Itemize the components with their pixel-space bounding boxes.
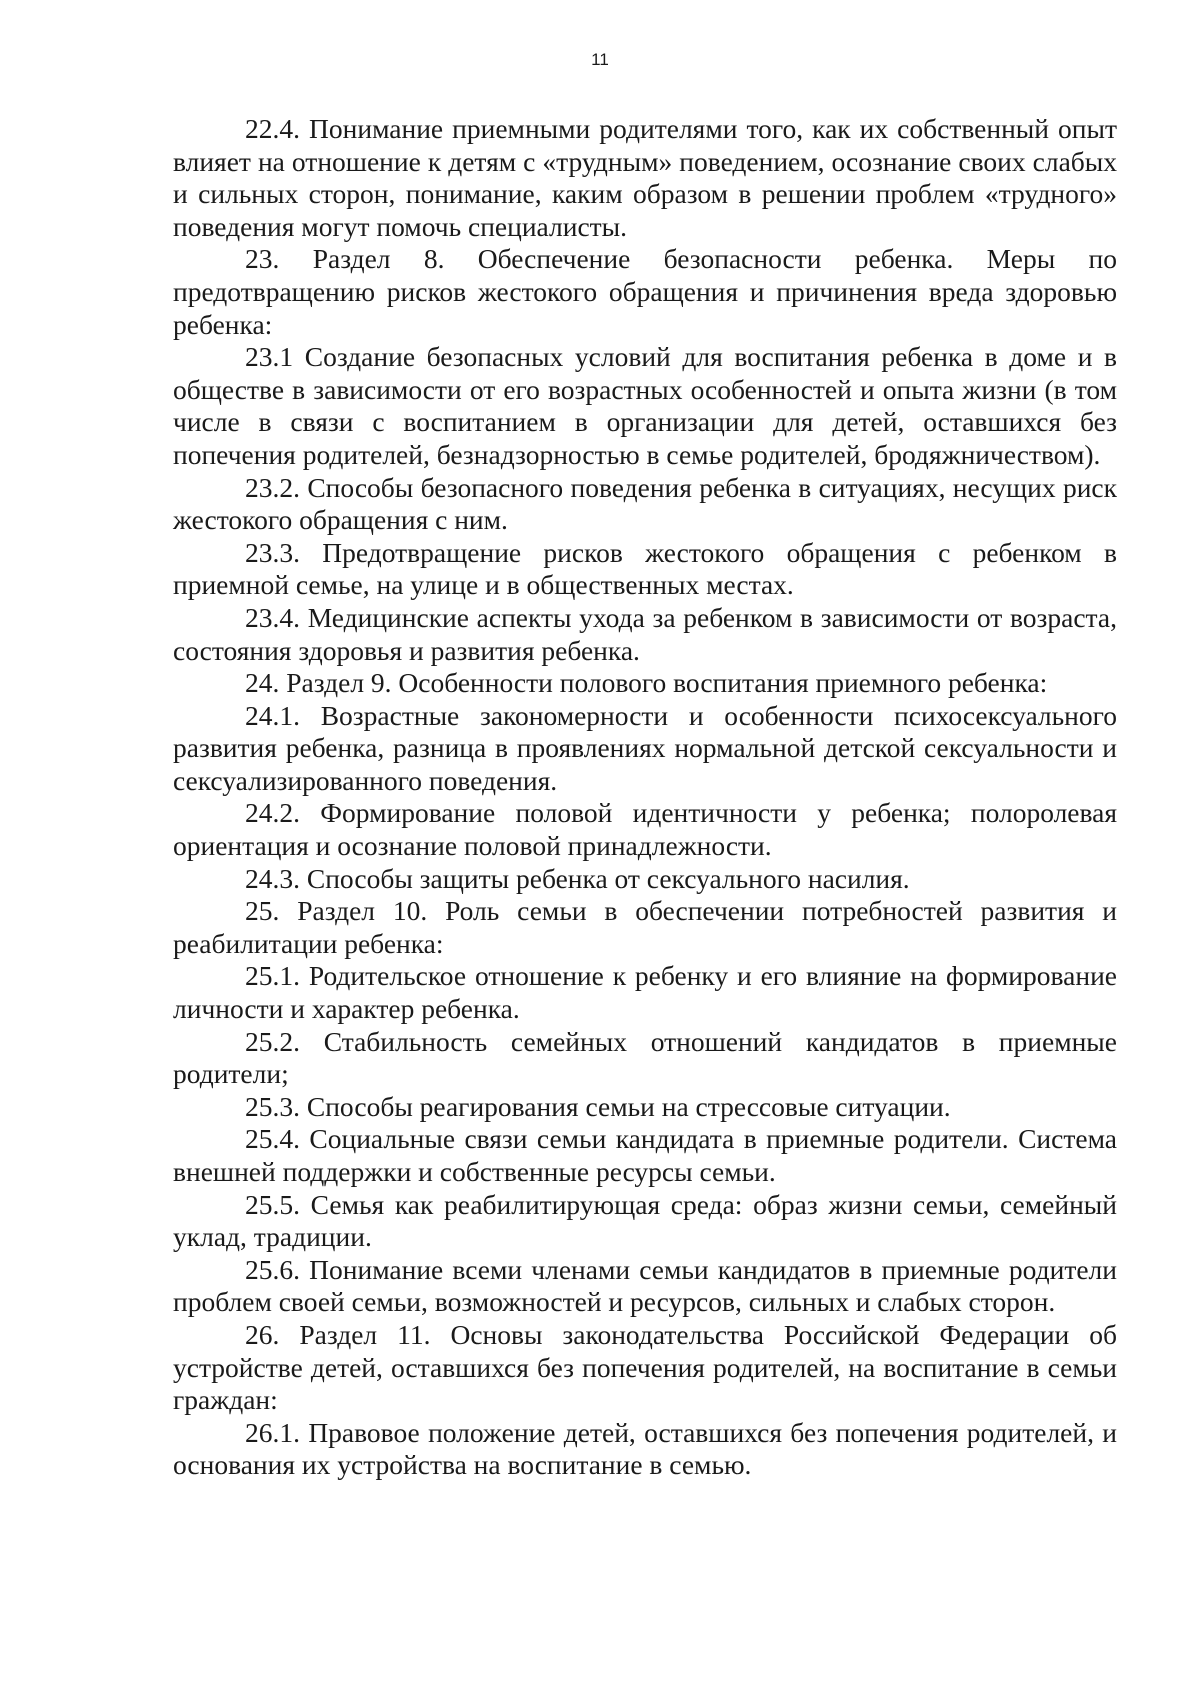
paragraph-26-1: 26.1. Правовое положение детей, оставшихся без попечения родителей, и основания их устройства на воспитание в семью. <box>173 1416 1117 1481</box>
paragraph-23: 23. Раздел 8. Обеспечение безопасности ребенка. Меры по предотвращению рисков жестокого обращения и причинения вреда здоровью ребенка: <box>173 243 1117 340</box>
paragraph-25-1: 25.1. Родительское отношение к ребенку и его влияние на формирование личности и характер ребенка. <box>173 960 1117 1025</box>
paragraph-25-3: 25.3. Способы реагирования семьи на стрессовые ситуации. <box>245 1090 951 1122</box>
paragraph-23-1: 23.1 Создание безопасных условий для воспитания ребенка в доме и в обществе в зависимости от его возрастных особенностей и опыта жизни (в том числе в связи с воспитанием в организации для детей, оставшихся без попечения родителей, безнадзорностью в семье родителей, бродяжничеством). <box>173 341 1117 470</box>
paragraph-23-3: 23.3. Предотвращение рисков жестокого обращения с ребенком в приемной семье, на улице и в общественных местах. <box>173 536 1117 601</box>
paragraph-23-2: 23.2. Способы безопасного поведения ребенка в ситуациях, несущих риск жестокого обращения с ним. <box>173 471 1117 536</box>
paragraph-22-4: 22.4. Понимание приемными родителями того, как их собственный опыт влияет на отношение к детям с «трудным» поведением, осознание своих слабых и сильных сторон, понимание, каким образом в решении проблем «трудного» поведения могут помочь специалисты. <box>173 113 1117 242</box>
paragraph-24-3: 24.3. Способы защиты ребенка от сексуального насилия. <box>245 862 910 894</box>
paragraph-24: 24. Раздел 9. Особенности полового воспитания приемного ребенка: <box>245 667 1048 699</box>
paragraph-26: 26. Раздел 11. Основы законодательства Российской Федерации об устройстве детей, оставшихся без попечения родителей, на воспитание в семьи граждан: <box>173 1318 1117 1416</box>
paragraph-25: 25. Раздел 10. Роль семьи в обеспечении потребностей развития и реабилитации ребенка: <box>173 895 1117 959</box>
paragraph-24-2: 24.2. Формирование половой идентичности у ребенка; полоролевая ориентация и осознание половой принадлежности. <box>173 797 1117 862</box>
paragraph-23-4: 23.4. Медицинские аспекты ухода за ребенком в зависимости от возраста, состояния здоровья и развития ребенка. <box>173 601 1117 666</box>
document-body <box>173 113 1117 1482</box>
paragraph-24-1: 24.1. Возрастные закономерности и особенности психосексуального развития ребенка, разница в проявлениях нормальной детской сексуальности и сексуализированного поведения. <box>173 699 1117 796</box>
page-number: 11 <box>591 50 609 69</box>
paragraph-25-2: 25.2. Стабильность семейных отношений кандидатов в приемные родители; <box>173 1025 1117 1090</box>
paragraph-25-6: 25.6. Понимание всеми членами семьи кандидатов в приемные родители проблем своей семьи, возможностей и ресурсов, сильных и слабых сторон. <box>173 1253 1117 1318</box>
paragraph-25-4: 25.4. Социальные связи семьи кандидата в приемные родители. Система внешней поддержки и собственные ресурсы семьи. <box>173 1123 1117 1187</box>
paragraph-25-5: 25.5. Семья как реабилитирующая среда: образ жизни семьи, семейный уклад, традиции. <box>173 1188 1117 1253</box>
